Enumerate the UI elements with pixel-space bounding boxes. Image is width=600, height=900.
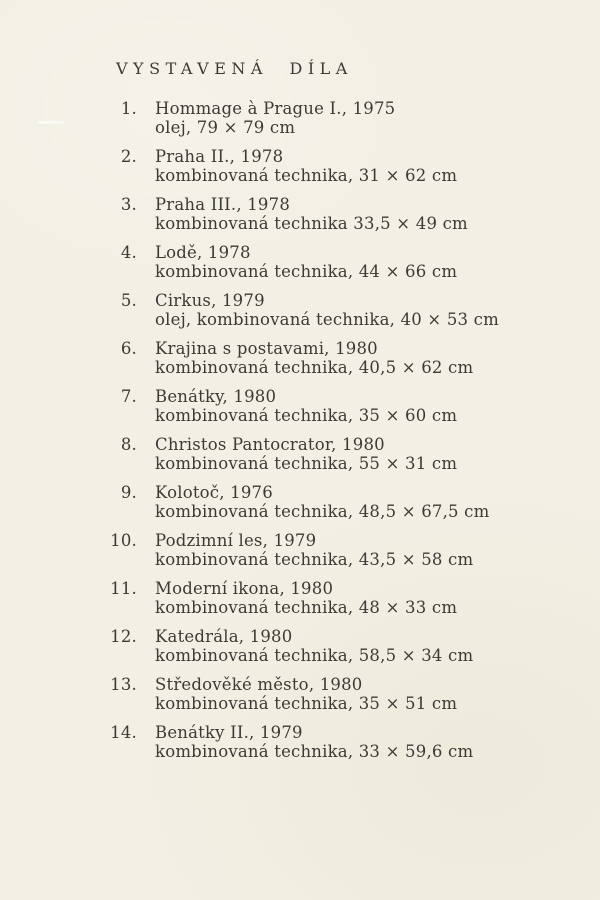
work-detail-line: kombinovaná technika, 44 × 66 cm	[155, 262, 458, 281]
work-number: 11.	[110, 579, 137, 598]
work-text	[155, 147, 600, 185]
work-title-line: Benátky, 1980	[155, 387, 277, 406]
work-number: 12.	[110, 627, 137, 646]
work-title-line: Katedrála, 1980	[155, 627, 293, 646]
work-number: 7.	[120, 387, 137, 406]
work-title-line: Christos Pantocrator, 1980	[155, 435, 385, 454]
list-item	[0, 435, 600, 473]
work-text	[155, 723, 600, 761]
work-number: 6.	[120, 339, 137, 358]
work-title-line: Praha II., 1978	[155, 147, 284, 166]
work-number: 5.	[120, 291, 137, 310]
work-title-line: Moderní ikona, 1980	[155, 579, 334, 598]
work-text	[155, 531, 600, 569]
work-detail-line: kombinovaná technika, 55 × 31 cm	[155, 454, 458, 473]
list-item	[0, 483, 600, 521]
work-title-line: Cirkus, 1979	[155, 291, 265, 310]
work-text	[155, 291, 600, 329]
work-text	[155, 387, 600, 425]
work-number: 8.	[120, 435, 137, 454]
list-item	[0, 579, 600, 617]
work-number: 3.	[120, 195, 137, 214]
work-title-line: Hommage à Prague I., 1975	[155, 99, 396, 118]
work-number: 4.	[120, 243, 137, 262]
work-text	[155, 435, 600, 473]
work-number: 9.	[120, 483, 137, 502]
list-item	[0, 243, 600, 281]
work-detail-line: kombinovaná technika, 58,5 × 34 cm	[155, 646, 474, 665]
work-detail-line: olej, kombinovaná technika, 40 × 53 cm	[155, 310, 499, 329]
work-detail-line: kombinovaná technika, 33 × 59,6 cm	[155, 742, 474, 761]
work-text	[155, 627, 600, 665]
work-detail-line: kombinovaná technika, 35 × 60 cm	[155, 406, 458, 425]
work-text	[155, 483, 600, 521]
work-text	[155, 195, 600, 233]
work-number: 1.	[120, 99, 137, 118]
list-item	[0, 627, 600, 665]
work-title-line: Krajina s postavami, 1980	[155, 339, 378, 358]
work-text	[155, 675, 600, 713]
work-text	[155, 579, 600, 617]
work-detail-line: kombinovaná technika, 43,5 × 58 cm	[155, 550, 474, 569]
list-item	[0, 147, 600, 185]
list-item	[0, 387, 600, 425]
list-item	[0, 195, 600, 233]
works-list	[0, 99, 600, 771]
work-detail-line: kombinovaná technika, 31 × 62 cm	[155, 166, 458, 185]
work-title-line: Praha III., 1978	[155, 195, 291, 214]
work-detail-line: kombinovaná technika, 48,5 × 67,5 cm	[155, 502, 490, 521]
work-number: 14.	[110, 723, 137, 742]
list-item	[0, 723, 600, 761]
list-item	[0, 339, 600, 377]
work-text	[155, 243, 600, 281]
work-number: 13.	[110, 675, 137, 694]
work-title-line: Podzimní les, 1979	[155, 531, 317, 550]
work-detail-line: kombinovaná technika, 40,5 × 62 cm	[155, 358, 474, 377]
list-item	[0, 531, 600, 569]
work-detail-line: kombinovaná technika, 48 × 33 cm	[155, 598, 458, 617]
work-detail-line: kombinovaná technika, 35 × 51 cm	[155, 694, 458, 713]
work-text	[155, 339, 600, 377]
work-title-line: Benátky II., 1979	[155, 723, 303, 742]
list-item	[0, 675, 600, 713]
work-title-line: Středověké město, 1980	[155, 675, 363, 694]
work-text	[155, 99, 600, 137]
work-title-line: Kolotoč, 1976	[155, 483, 273, 502]
list-item	[0, 291, 600, 329]
list-item	[0, 99, 600, 137]
work-title-line: Lodě, 1978	[155, 243, 251, 262]
work-detail-line: kombinovaná technika 33,5 × 49 cm	[155, 214, 468, 233]
work-number: 2.	[120, 147, 137, 166]
page-title: VYSTAVENÁ DÍLA	[116, 59, 353, 78]
work-detail-line: olej, 79 × 79 cm	[155, 118, 296, 137]
work-number: 10.	[110, 531, 137, 550]
